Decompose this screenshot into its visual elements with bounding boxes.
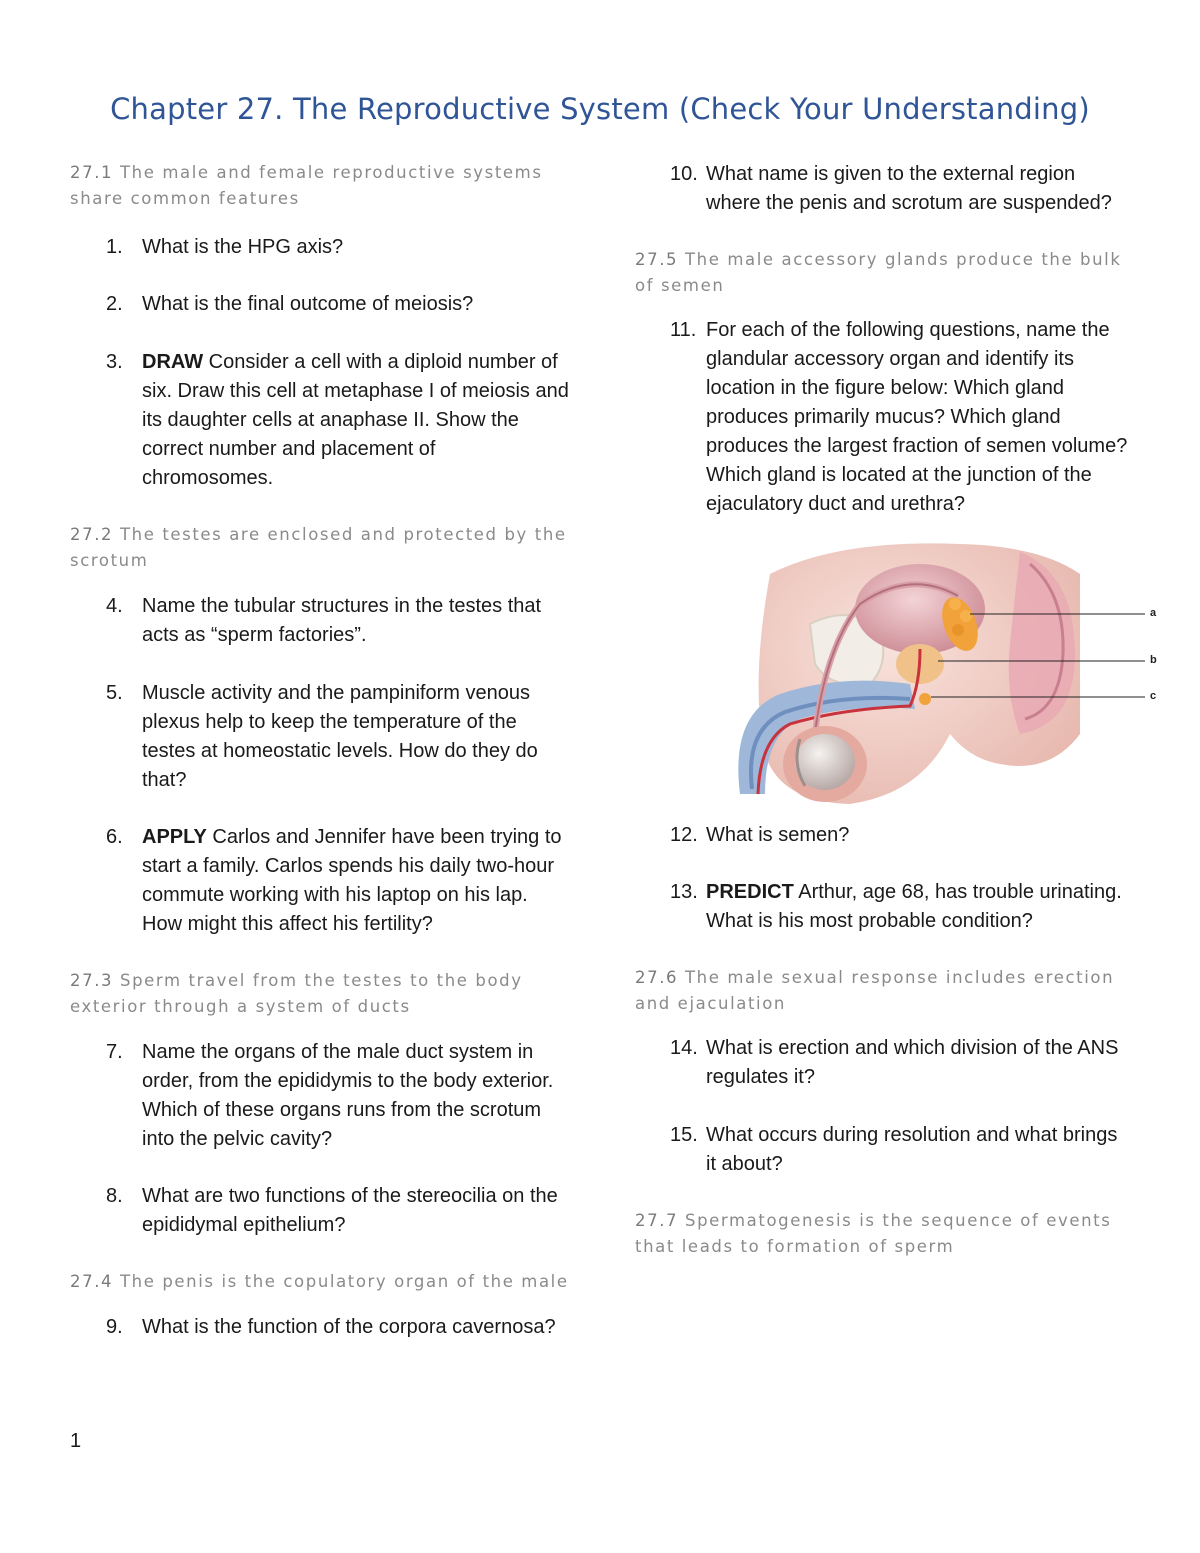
question-11: 11. For each of the following questions, name the glandular accessory organ and identify its location in the figure below: Which gland produces primarily mucus? Which gland produces the largest fraction of semen volume? Which gland is located at the junction of the ejaculatory duct and urethra? [670, 319, 1128, 515]
section-heading-27-7: 27.7 Spermatogenesis is the sequence of events that leads to formation of sperm [635, 1211, 1112, 1256]
question-13: 13. PREDICT Arthur, age 68, has trouble urinating. What is his most probable condition? [670, 881, 1122, 932]
question-list [70, 592, 570, 939]
question-6: 6. APPLY Carlos and Jennifer have been trying to start a family. Carlos spends his daily two-hour commute working with his laptop on his lap. How might this affect his fertility? [106, 826, 562, 935]
section-heading-27-1: 27.1 The male and female reproductive systems share common features [70, 163, 543, 208]
page-number: 1 [70, 1430, 82, 1452]
question-list [70, 1038, 570, 1240]
question-8: 8. What are two functions of the stereocilia on the epididymal epithelium? [106, 1185, 558, 1236]
page-title: Chapter 27. The Reproductive System (Check Your Understanding) [110, 92, 1090, 126]
question-list [635, 316, 1130, 519]
section-heading-27-4: 27.4 The penis is the copulatory organ of the male [70, 1272, 569, 1291]
left-column [70, 160, 570, 1342]
question-3: 3. DRAW Consider a cell with a diploid number of six. Draw this cell at metaphase I of meiosis and its daughter cells at anaphase II. Show the correct number and placement of chromosomes. [106, 351, 569, 489]
question-2: 2. What is the final outcome of meiosis? [106, 293, 474, 315]
section-heading-27-6: 27.6 The male sexual response includes erection and ejaculation [635, 968, 1115, 1013]
question-list [635, 1034, 1130, 1179]
male-reproductive-anatomy-figure [720, 534, 1170, 809]
question-list [70, 1313, 570, 1342]
section-heading-27-2: 27.2 The testes are enclosed and protected by the scrotum [70, 525, 567, 570]
question-9: 9. What is the function of the corpora cavernosa? [106, 1316, 556, 1338]
figure-label-a: a [1150, 607, 1157, 619]
question-list [635, 160, 1130, 218]
question-list [635, 821, 1130, 936]
question-15: 15. What occurs during resolution and what brings it about? [670, 1124, 1118, 1175]
figure-label-c: c [1150, 690, 1157, 702]
question-5: 5. Muscle activity and the pampiniform venous plexus help to keep the temperature of the testes at homeostatic levels. How do they do that? [106, 682, 538, 791]
section-heading-27-3: 27.3 Sperm travel from the testes to the body exterior through a system of ducts [70, 971, 523, 1016]
question-list [70, 233, 570, 493]
question-14: 14. What is erection and which division of the ANS regulates it? [670, 1037, 1119, 1088]
section-heading-27-5: 27.5 The male accessory glands produce the bulk of semen [635, 250, 1122, 295]
question-4: 4. Name the tubular structures in the testes that acts as “sperm factories”. [106, 595, 542, 646]
right-column [635, 160, 1157, 1260]
question-7: 7. Name the organs of the male duct system in order, from the epididymis to the body exterior. Which of these organs runs from the scrotum into the pelvic cavity? [106, 1041, 554, 1150]
figure-label-b: b [1150, 654, 1157, 666]
anatomy-illustration [720, 534, 1170, 809]
question-12: 12. What is semen? [670, 824, 850, 846]
question-10: 10. What name is given to the external region where the penis and scrotum are suspended? [670, 163, 1112, 214]
question-1: 1. What is the HPG axis? [106, 236, 344, 258]
